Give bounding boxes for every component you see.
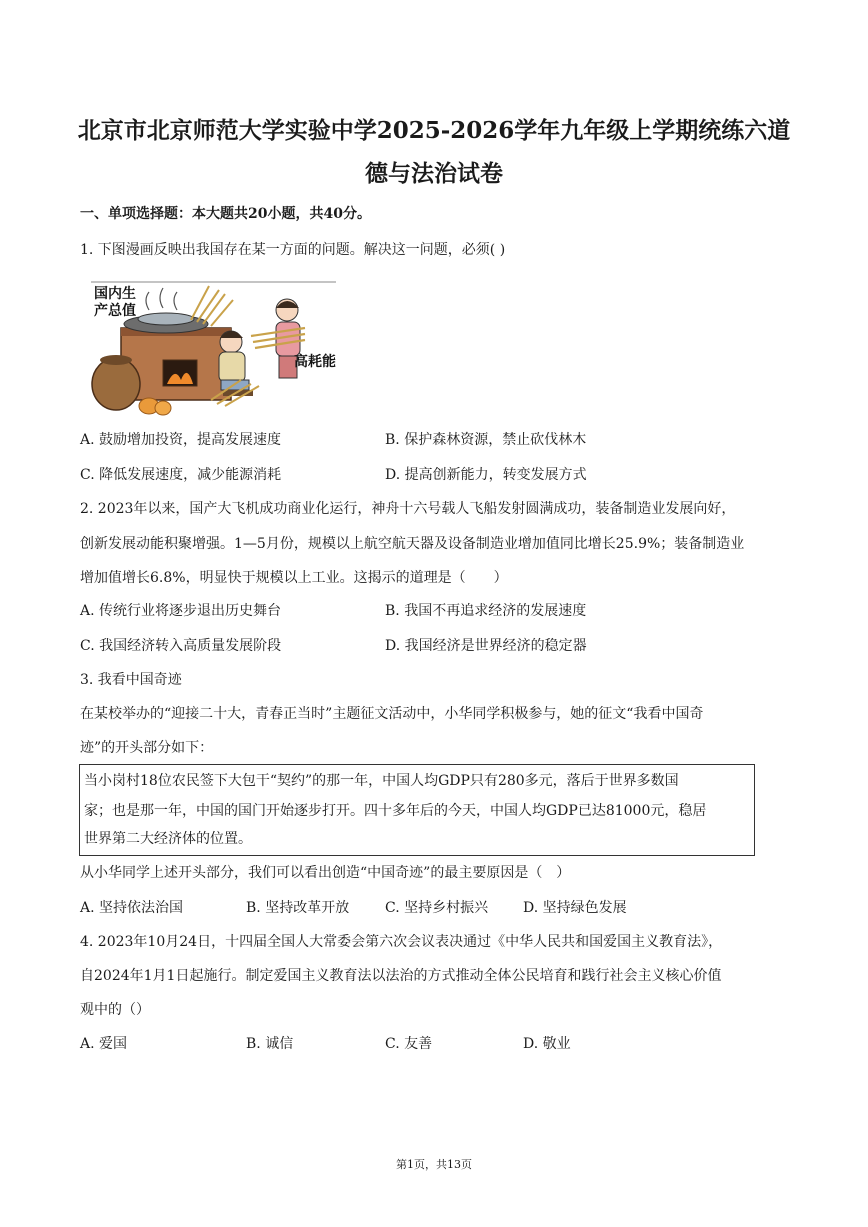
- q1-cartoon-image: [91, 280, 336, 418]
- q2-stem-line3: 增加值增长6.8%，明显快于规模以上工业。这揭示的道理是（ ）: [80, 570, 508, 586]
- exam-title-line1: 北京市北京师范大学实验中学2025-2026学年九年级上学期统练六道: [77, 117, 791, 144]
- q2-option-b: B. 我国不再追求经济的发展速度: [385, 603, 587, 619]
- q3-option-a: A. 坚持依法治国: [80, 900, 184, 916]
- q4-stem-line1: 4. 2023年10月24日，十四届全国人大常委会第六次会议表决通过《中华人民共和国爱国主义教育法》，: [80, 934, 723, 950]
- q4-option-c: C. 友善: [385, 1036, 433, 1052]
- q2-stem-line1: 2. 2023年以来，国产大飞机成功商业化运行，神舟十六号载人飞船发射圆满成功，装备制造业发展向好，: [80, 501, 736, 517]
- page-footer: 第1页，共13页: [396, 1158, 472, 1171]
- q3-quote-box: [79, 764, 755, 856]
- q3-option-c: C. 坚持乡村振兴: [385, 900, 489, 916]
- q1-option-a: A. 鼓励增加投资，提高发展速度: [80, 432, 282, 448]
- q1-option-b: B. 保护森林资源，禁止砍伐林木: [385, 432, 587, 448]
- cartoon-label-gdp-1: 国内生: [94, 285, 136, 301]
- q2-option-a: A. 传统行业将逐步退出历史舞台: [80, 603, 282, 619]
- q3-stem: 从小华同学上述开头部分，我们可以看出创造“中国奇迹”的最主要原因是（ ）: [80, 865, 571, 881]
- cartoon-label-gdp-2: 产总值: [94, 302, 136, 318]
- q4-option-b: B. 诚信: [246, 1036, 294, 1052]
- q3-box-line1: 当小岗村18位农民签下大包干“契约”的那一年，中国人均GDP只有280多元，落后于世界多数国: [84, 773, 679, 789]
- q3-intro-line1: 在某校举办的“迎接二十大，青春正当时”主题征文活动中，小华同学积极参与，她的征文“我看中国奇: [80, 706, 704, 722]
- q3-option-b: B. 坚持改革开放: [246, 900, 350, 916]
- q3-heading: 3. 我看中国奇迹: [80, 672, 182, 688]
- q2-option-c: C. 我国经济转入高质量发展阶段: [80, 638, 282, 654]
- q2-stem-line2: 创新发展动能积聚增强。1—5月份，规模以上航空航天器及设备制造业增加值同比增长25.9%；装备制造业: [80, 536, 745, 552]
- q3-box-line2: 家；也是那一年，中国的国门开始逐步打开。四十多年后的今天，中国人均GDP已达81000元，稳居: [84, 803, 707, 819]
- q1-option-c: C. 降低发展速度，减少能源消耗: [80, 467, 282, 483]
- section-heading: 一、单项选择题：本大题共20小题，共40分。: [80, 206, 371, 222]
- q3-option-d: D. 坚持绿色发展: [523, 900, 627, 916]
- q1-stem: 1. 下图漫画反映出我国存在某一方面的问题。解决这一问题，必须( ): [80, 242, 506, 258]
- q4-stem-line2: 自2024年1月1日起施行。制定爱国主义教育法以法治的方式推动全体公民培育和践行社会主义核心价值: [80, 968, 722, 984]
- q1-option-d: D. 提高创新能力，转变发展方式: [385, 467, 587, 483]
- q4-stem-line3: 观中的（）: [80, 1002, 150, 1018]
- q3-box-line3: 世界第二大经济体的位置。: [84, 831, 252, 847]
- cartoon-illustration: [91, 280, 336, 418]
- cartoon-label-energy: 高耗能: [294, 353, 336, 369]
- exam-title-line2: 德与法治试卷: [365, 160, 503, 187]
- q4-option-d: D. 敬业: [523, 1036, 571, 1052]
- q4-option-a: A. 爱国: [80, 1036, 128, 1052]
- q3-intro-line2: 迹”的开头部分如下：: [80, 740, 214, 756]
- q2-option-d: D. 我国经济是世界经济的稳定器: [385, 638, 587, 654]
